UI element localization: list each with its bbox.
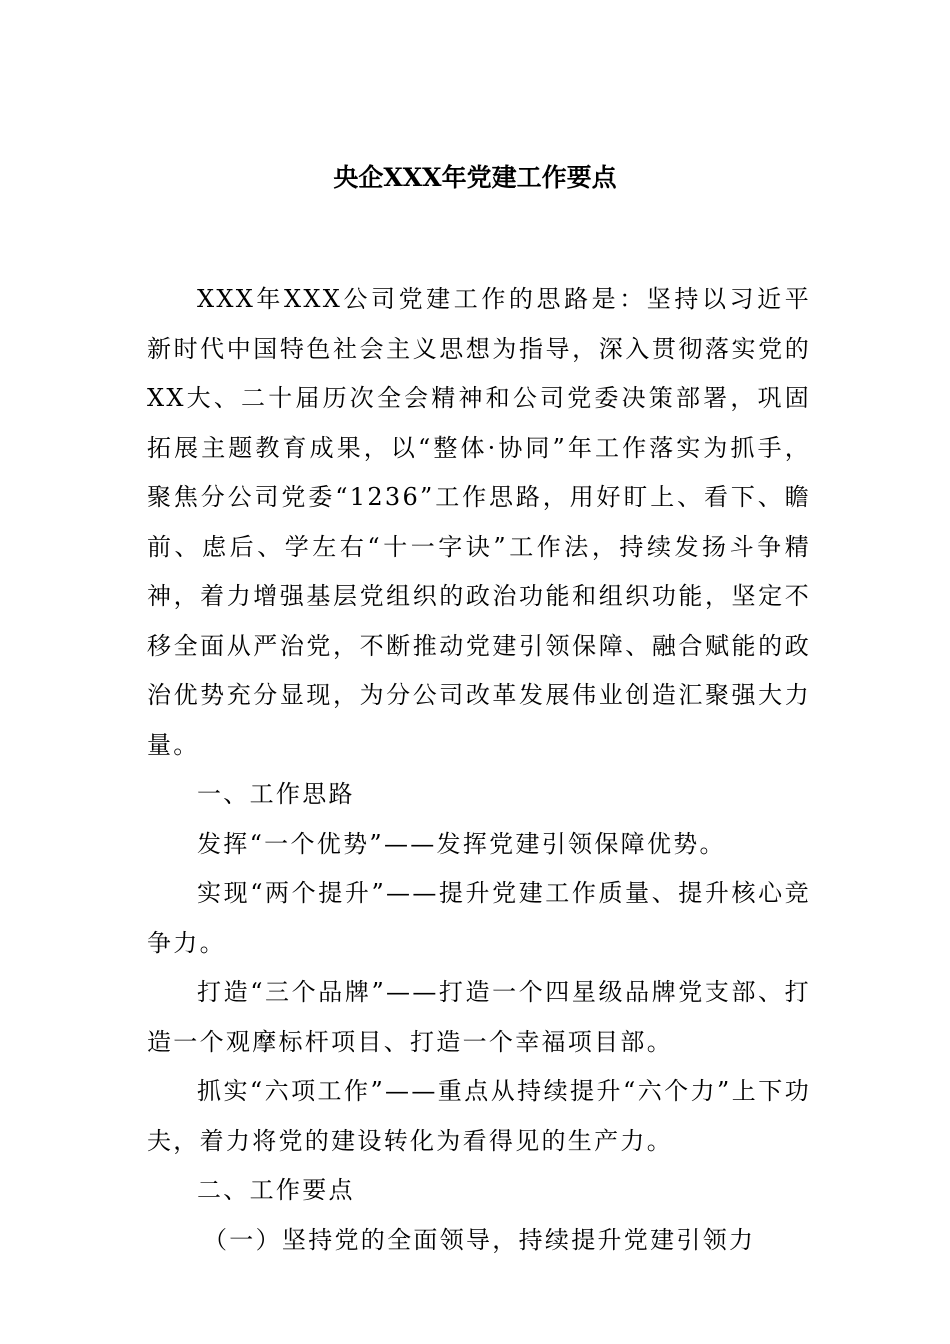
paragraph-two-improvements: 实现“两个提升”——提升党建工作质量、提升核心竞争力。 [147,879,811,957]
document-title: 央企XXX年党建工作要点 [333,163,617,192]
section-heading-work-ideas: 一、工作思路 [197,780,355,808]
intro-paragraph: XXX年XXX公司党建工作的思路是：坚持以习近平新时代中国特色社会主义思想为指导，深入贯彻落实党的XX大、二十届历次全会精神和公司党委决策部署，巩固拓展主题教育成果，以“整体·协同”年工作落实为抓手，聚焦分公司党委“1236”工作思路，用好盯上、看下、瞻前、虑后、学左右“十一字诀”工作法，持续发扬斗争精神，着力增强基层党组织的政治功能和组织功能，坚定不移全面从严治党，不断推动党建引领保障、融合赋能的政治优势充分显现，为分公司改革发展伟业创造汇聚强大力量。 [147,285,811,759]
section-heading-work-points: 二、工作要点 [197,1176,355,1204]
paragraph-three-brands: 打造“三个品牌”——打造一个四星级品牌党支部、打造一个观摩标杆项目、打造一个幸福项目部。 [147,978,811,1056]
sub-heading-party-leadership: （一）坚持党的全面领导，持续提升党建引领力 [203,1225,756,1254]
document-body [147,275,811,1265]
paragraph-one-advantage: 发挥“一个优势”——发挥党建引领保障优势。 [197,829,726,858]
paragraph-six-tasks: 抓实“六项工作”——重点从持续提升“六个力”上下功夫，着力将党的建设转化为看得见的生产力。 [147,1077,811,1155]
